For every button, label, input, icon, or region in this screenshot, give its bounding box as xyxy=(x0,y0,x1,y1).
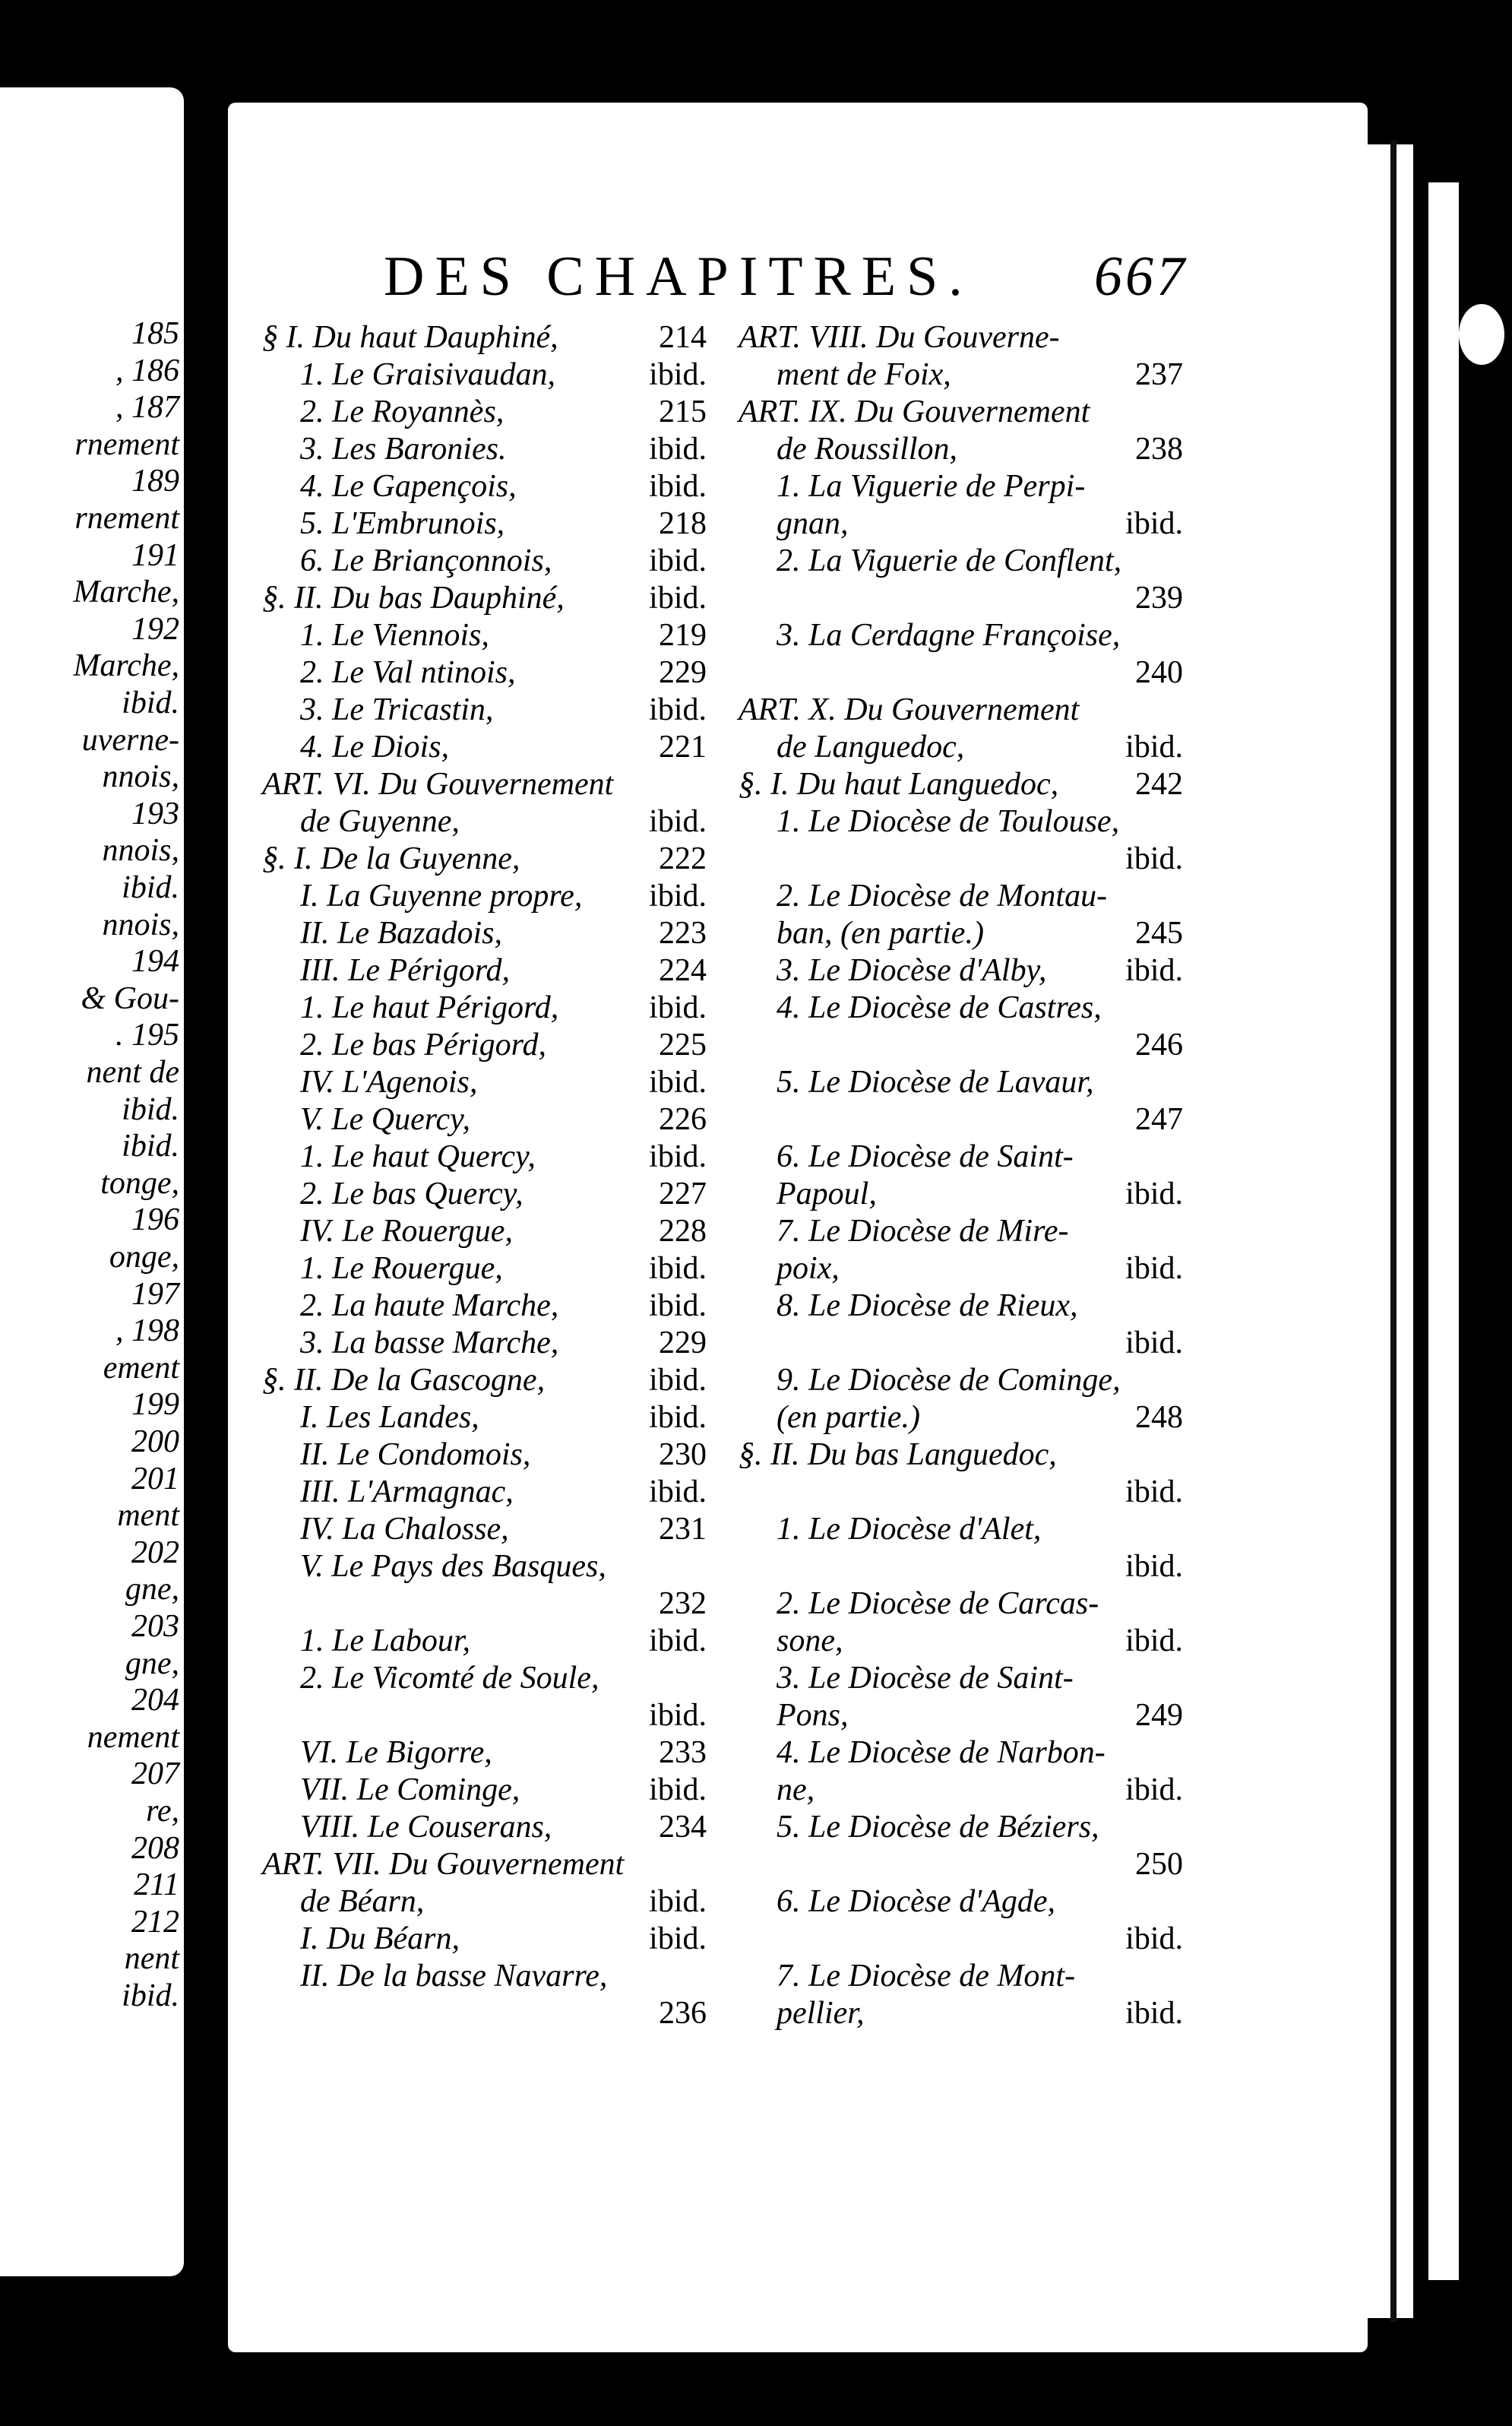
toc-entry xyxy=(739,580,1183,617)
toc-entry-title: VI. Le Bigorre, xyxy=(300,1735,492,1770)
fragment-line: tonge, xyxy=(100,1165,179,1201)
toc-entry-page: 247 xyxy=(1135,1102,1183,1137)
toc-entry-title: I. Les Landes, xyxy=(300,1400,479,1435)
toc-entry xyxy=(739,878,1183,915)
fragment-line: nnois, xyxy=(102,833,179,869)
toc-entry xyxy=(739,1697,1183,1734)
toc-entry-page: ibid. xyxy=(1125,841,1183,876)
fragment-line: 211 xyxy=(134,1867,179,1903)
toc-entry xyxy=(262,841,707,878)
toc-entry-title: Papoul, xyxy=(777,1177,877,1211)
toc-entry-page: 223 xyxy=(659,916,707,951)
toc-entry xyxy=(262,1921,707,1958)
toc-entry-title: ment de Foix, xyxy=(777,357,951,392)
toc-entry-title: 6. Le Diocèse de Saint- xyxy=(777,1139,1074,1174)
toc-entry-title: 7. Le Diocèse de Mont- xyxy=(777,1959,1076,1994)
toc-entry-page: ibid. xyxy=(649,1884,707,1919)
toc-entry-page: ibid. xyxy=(649,357,707,392)
toc-entry-title: §. I. Du haut Languedoc, xyxy=(739,767,1059,802)
toc-entry xyxy=(739,1548,1183,1585)
toc-entry-title: 1. Le Labour, xyxy=(300,1623,471,1658)
fragment-line: 193 xyxy=(131,796,179,831)
toc-entry-title: ART. VII. Du Gouvernement xyxy=(262,1847,625,1882)
toc-entry xyxy=(262,1176,707,1213)
toc-entry-title: 5. L'Embrunois, xyxy=(300,506,505,541)
fragment-line: gne, xyxy=(125,1645,179,1681)
toc-entry xyxy=(262,1883,707,1921)
fragment-line: 202 xyxy=(131,1534,179,1570)
toc-entry xyxy=(739,1660,1183,1697)
toc-entry xyxy=(262,1474,707,1511)
toc-entry xyxy=(739,990,1183,1027)
fragment-line: 194 xyxy=(131,944,179,980)
fragment-line: 204 xyxy=(131,1683,179,1718)
toc-entry-page: ibid. xyxy=(649,432,707,467)
toc-entry-title: ART. IX. Du Gouvernement xyxy=(739,394,1090,429)
fragment-line: nent de xyxy=(86,1055,179,1090)
toc-entry-page: ibid. xyxy=(1125,1623,1183,1658)
toc-entry-title: 9. Le Diocèse de Cominge, xyxy=(777,1363,1121,1398)
toc-entry-page: ibid. xyxy=(649,990,707,1025)
toc-entry-title: V. Le Pays des Basques, xyxy=(300,1549,606,1584)
toc-entry-page: ibid. xyxy=(649,879,707,914)
toc-entry xyxy=(262,431,707,468)
toc-entry xyxy=(262,803,707,841)
fragment-line: , 186 xyxy=(115,353,179,388)
fragment-line: nent xyxy=(124,1941,179,1977)
toc-entry-page: ibid. xyxy=(1125,1921,1183,1956)
toc-entry-title: 2. Le bas Périgord, xyxy=(300,1028,546,1063)
fragment-line: 212 xyxy=(131,1904,179,1940)
toc-entry xyxy=(739,1176,1183,1213)
toc-entry-title: Pons, xyxy=(777,1698,849,1733)
toc-entry-title: 4. Le Gapençois, xyxy=(300,469,517,504)
toc-entry xyxy=(262,1548,707,1585)
toc-entry-title: III. L'Armagnac, xyxy=(300,1474,514,1509)
toc-entry xyxy=(262,766,707,803)
toc-entry-title: 3. Les Baronies. xyxy=(300,432,507,467)
toc-entry-title: 3. Le Diocèse de Saint- xyxy=(777,1661,1074,1696)
toc-entry-page: ibid. xyxy=(649,1400,707,1435)
fragment-line: ibid. xyxy=(122,870,179,905)
toc-entry xyxy=(262,1697,707,1734)
toc-entry-page: ibid. xyxy=(1125,1549,1183,1584)
toc-entry-title: 1. Le Diocèse de Toulouse, xyxy=(777,804,1120,839)
toc-entry-page: ibid. xyxy=(649,692,707,727)
toc-entry-title: pellier, xyxy=(777,1996,865,2031)
toc-entry-title: §. I. De la Guyenne, xyxy=(262,841,520,876)
toc-entry-page: 219 xyxy=(659,618,707,653)
toc-entry-page: ibid. xyxy=(649,1363,707,1398)
toc-entry xyxy=(739,617,1183,654)
toc-entry-page: 229 xyxy=(659,655,707,690)
toc-entry-page: ibid. xyxy=(1125,1996,1183,2031)
toc-entry xyxy=(262,1213,707,1250)
toc-entry-title: IV. Le Rouergue, xyxy=(300,1214,513,1249)
toc-entry xyxy=(739,319,1183,356)
fragment-line: 200 xyxy=(131,1424,179,1459)
toc-entry xyxy=(739,766,1183,803)
toc-entry xyxy=(739,505,1183,543)
toc-entry-page: 218 xyxy=(659,506,707,541)
toc-entry xyxy=(739,468,1183,505)
toc-entry-title: de Guyenne, xyxy=(300,804,460,839)
fragment-line: ibid. xyxy=(122,1978,179,2013)
fragment-line: 191 xyxy=(131,537,179,573)
toc-entry xyxy=(262,1995,707,2032)
toc-entry-title: 1. Le haut Quercy, xyxy=(300,1139,536,1174)
toc-entry-page: 245 xyxy=(1135,916,1183,951)
toc-entry-page: 228 xyxy=(659,1214,707,1249)
toc-entry-title: 3. La Cerdagne Françoise, xyxy=(777,618,1121,653)
toc-entry-page: ibid. xyxy=(1125,1177,1183,1211)
toc-entry xyxy=(739,1772,1183,1809)
toc-entry-page: 236 xyxy=(659,1996,707,2031)
fragment-line: gne, xyxy=(125,1572,179,1607)
fragment-line: nnois, xyxy=(102,759,179,795)
fragment-line: Marche, xyxy=(73,648,179,684)
fragment-line: 199 xyxy=(131,1387,179,1423)
toc-entry-page: 231 xyxy=(659,1512,707,1547)
toc-entry-title: ART. VI. Du Gouvernement xyxy=(262,767,614,802)
margin-mark xyxy=(1459,304,1504,365)
toc-entry-title: III. Le Périgord, xyxy=(300,953,511,988)
running-header: DES CHAPITRES. xyxy=(384,245,973,308)
toc-entry-page: ibid. xyxy=(649,1921,707,1956)
toc-entry-page: ibid. xyxy=(649,1623,707,1658)
fragment-line: nnois, xyxy=(102,907,179,942)
toc-entry-title: § I. Du haut Dauphiné, xyxy=(262,320,558,355)
page-edge-shadow xyxy=(1390,141,1397,2322)
toc-entry-page: 214 xyxy=(659,320,707,355)
toc-entry-title: ART. VIII. Du Gouverne- xyxy=(739,320,1060,355)
toc-entry xyxy=(262,1139,707,1176)
toc-entry xyxy=(262,1250,707,1287)
fragment-line: 197 xyxy=(131,1276,179,1312)
toc-entry xyxy=(262,1436,707,1474)
toc-entry xyxy=(739,1101,1183,1139)
toc-entry-title: 5. Le Diocèse de Lavaur, xyxy=(777,1065,1094,1100)
book-spine-gap xyxy=(184,84,229,2288)
toc-entry-page: 246 xyxy=(1135,1028,1183,1063)
toc-entry xyxy=(262,580,707,617)
toc-entry-page: 250 xyxy=(1135,1847,1183,1882)
toc-entry-page: 240 xyxy=(1135,655,1183,690)
fragment-line: Marche, xyxy=(73,575,179,610)
toc-entry-title: 1. La Viguerie de Perpi- xyxy=(777,469,1086,504)
toc-entry-title: de Béarn, xyxy=(300,1884,425,1919)
toc-entry xyxy=(739,1362,1183,1399)
toc-entry xyxy=(739,1623,1183,1660)
toc-entry xyxy=(262,878,707,915)
toc-entry-page: ibid. xyxy=(649,1698,707,1733)
toc-entry-title: I. La Guyenne propre, xyxy=(300,879,583,914)
toc-entry-title: 2. Le Royannès, xyxy=(300,394,505,429)
toc-entry xyxy=(739,1921,1183,1958)
toc-entry-title: 5. Le Diocèse de Béziers, xyxy=(777,1810,1099,1845)
toc-entry-title: 1. Le Rouergue, xyxy=(300,1251,503,1286)
toc-entry-title: II. Le Condomois, xyxy=(300,1437,531,1472)
toc-entry-title: VIII. Le Couserans, xyxy=(300,1810,552,1845)
toc-entry-title: VII. Le Cominge, xyxy=(300,1772,520,1807)
toc-entry xyxy=(739,1325,1183,1362)
toc-right-column xyxy=(739,319,1183,2032)
fragment-line: ment xyxy=(117,1498,179,1534)
toc-entry-title: de Roussillon, xyxy=(777,432,957,467)
toc-entry-page: ibid. xyxy=(1125,1772,1183,1807)
toc-entry xyxy=(739,1250,1183,1287)
toc-entry-title: §. II. De la Gascogne, xyxy=(262,1363,546,1398)
page-number: 667 xyxy=(1094,245,1188,308)
toc-entry xyxy=(262,1846,707,1883)
toc-entry xyxy=(739,952,1183,990)
toc-entry-title: gnan, xyxy=(777,506,849,541)
fragment-line: rnement xyxy=(74,501,179,536)
toc-entry-page: 225 xyxy=(659,1028,707,1063)
toc-entry xyxy=(739,692,1183,729)
fragment-line: 189 xyxy=(131,464,179,499)
toc-entry-page: ibid. xyxy=(649,1251,707,1286)
toc-entry xyxy=(262,319,707,356)
toc-entry xyxy=(739,841,1183,878)
fragment-line: 208 xyxy=(131,1830,179,1866)
fragment-line: 203 xyxy=(131,1609,179,1644)
toc-entry-title: 1. Le Graisivaudan, xyxy=(300,357,555,392)
toc-entry-page: 229 xyxy=(659,1325,707,1360)
fragment-line: re, xyxy=(146,1794,179,1829)
toc-entry xyxy=(262,1585,707,1623)
toc-entry-title: IV. L'Agenois, xyxy=(300,1065,478,1100)
toc-entry-page: ibid. xyxy=(649,1474,707,1509)
toc-entry xyxy=(739,915,1183,952)
toc-entry xyxy=(739,803,1183,841)
toc-entry-title: 1. Le haut Périgord, xyxy=(300,990,559,1025)
toc-entry-page: ibid. xyxy=(649,1772,707,1807)
toc-entry xyxy=(262,1809,707,1846)
toc-entry-page: 224 xyxy=(659,953,707,988)
toc-entry-page: 232 xyxy=(659,1586,707,1621)
fragment-line: . 195 xyxy=(115,1018,179,1053)
toc-entry xyxy=(739,1287,1183,1325)
toc-entry-page: 234 xyxy=(659,1810,707,1845)
toc-entry-page: 227 xyxy=(659,1177,707,1211)
toc-entry xyxy=(262,990,707,1027)
toc-entry-page: 239 xyxy=(1135,581,1183,616)
toc-entry xyxy=(739,356,1183,394)
toc-entry-title: §. II. Du bas Languedoc, xyxy=(739,1437,1057,1472)
toc-entry-title: 1. Le Viennois, xyxy=(300,618,489,653)
toc-entry-title: 1. Le Diocèse d'Alet, xyxy=(777,1512,1042,1547)
toc-entry xyxy=(262,1660,707,1697)
toc-entry xyxy=(262,1399,707,1436)
toc-entry-title: 2. Le Diocèse de Carcas- xyxy=(777,1586,1099,1621)
toc-entry-title: 4. Le Diocèse de Narbon- xyxy=(777,1735,1106,1770)
toc-entry-title: 2. Le Val ntinois, xyxy=(300,655,516,690)
toc-entry-page: 237 xyxy=(1135,357,1183,392)
toc-entry-page: ibid. xyxy=(649,1288,707,1323)
toc-entry xyxy=(739,1883,1183,1921)
toc-entry xyxy=(739,543,1183,580)
toc-entry xyxy=(739,1436,1183,1474)
fragment-line: uverne- xyxy=(81,722,179,758)
toc-entry xyxy=(262,468,707,505)
fragment-line: 192 xyxy=(131,611,179,647)
toc-entry xyxy=(739,1064,1183,1101)
toc-entry-title: II. Le Bazadois, xyxy=(300,916,502,951)
fragment-line: onge, xyxy=(109,1240,179,1275)
toc-entry-page: ibid. xyxy=(649,1139,707,1174)
toc-entry xyxy=(262,1101,707,1139)
toc-entry xyxy=(262,1958,707,1995)
fragment-line: 207 xyxy=(131,1756,179,1792)
toc-entry-page: 230 xyxy=(659,1437,707,1472)
toc-entry-title: 8. Le Diocèse de Rieux, xyxy=(777,1288,1078,1323)
toc-entry-page: ibid. xyxy=(1125,1474,1183,1509)
toc-entry-page: ibid. xyxy=(649,581,707,616)
toc-entry-title: 6. Le Briançonnois, xyxy=(300,543,552,578)
toc-entry xyxy=(262,1623,707,1660)
toc-entry-page: ibid. xyxy=(649,804,707,839)
toc-entry xyxy=(262,915,707,952)
page-edge-outer xyxy=(1428,182,1459,2280)
toc-entry-page: 222 xyxy=(659,841,707,876)
fragment-line: ement xyxy=(103,1350,179,1386)
toc-entry-page: 226 xyxy=(659,1102,707,1137)
toc-entry-title: §. II. Du bas Dauphiné, xyxy=(262,581,565,616)
toc-entry-title: II. De la basse Navarre, xyxy=(300,1959,608,1994)
toc-entry-page: 238 xyxy=(1135,432,1183,467)
toc-entry xyxy=(262,394,707,431)
toc-entry-page: 233 xyxy=(659,1735,707,1770)
toc-entry-title: sone, xyxy=(777,1623,843,1658)
toc-entry-title: 4. Le Diocèse de Castres, xyxy=(777,990,1102,1025)
fragment-line: nement xyxy=(87,1719,179,1755)
toc-entry-title: de Languedoc, xyxy=(777,730,965,765)
toc-entry xyxy=(739,1474,1183,1511)
toc-entry-page: 221 xyxy=(659,730,707,765)
toc-entry xyxy=(262,617,707,654)
toc-entry xyxy=(739,1399,1183,1436)
toc-entry-title: 2. Le Diocèse de Montau- xyxy=(777,879,1108,914)
toc-entry xyxy=(262,1362,707,1399)
toc-entry-page: 248 xyxy=(1135,1400,1183,1435)
fragment-line: , 187 xyxy=(115,390,179,426)
toc-entry-page: 242 xyxy=(1135,767,1183,802)
fragment-line: 196 xyxy=(131,1202,179,1238)
toc-entry xyxy=(262,692,707,729)
toc-entry-page: ibid. xyxy=(1125,1251,1183,1286)
toc-entry-page: 249 xyxy=(1135,1698,1183,1733)
toc-entry-title: 2. La Viguerie de Conflent, xyxy=(777,543,1122,578)
toc-entry-title: IV. La Chalosse, xyxy=(300,1512,509,1547)
fragment-line: 185 xyxy=(131,316,179,351)
toc-entry-page: ibid. xyxy=(649,1065,707,1100)
toc-entry xyxy=(262,1734,707,1772)
toc-entry-page: ibid. xyxy=(1125,1325,1183,1360)
toc-entry xyxy=(739,1585,1183,1623)
toc-entry-title: ban, (en partie.) xyxy=(777,916,984,951)
toc-entry xyxy=(739,1213,1183,1250)
toc-entry xyxy=(262,1287,707,1325)
toc-entry-title: ne, xyxy=(777,1772,815,1807)
toc-entry xyxy=(262,543,707,580)
toc-entry-title: 6. Le Diocèse d'Agde, xyxy=(777,1884,1056,1919)
toc-entry xyxy=(739,1139,1183,1176)
toc-entry-title: 3. Le Tricastin, xyxy=(300,692,494,727)
toc-entry xyxy=(262,1325,707,1362)
toc-entry-title: poix, xyxy=(777,1251,840,1286)
fragment-line: rnement xyxy=(74,426,179,462)
toc-entry xyxy=(739,1995,1183,2032)
toc-entry xyxy=(262,952,707,990)
toc-entry-title: 2. Le bas Quercy, xyxy=(300,1177,524,1211)
toc-entry-title: 2. La haute Marche, xyxy=(300,1288,559,1323)
toc-entry-title: 4. Le Diois, xyxy=(300,730,450,765)
toc-entry xyxy=(739,431,1183,468)
toc-entry xyxy=(262,654,707,692)
toc-entry-title: I. Du Béarn, xyxy=(300,1921,460,1956)
toc-entry xyxy=(262,1511,707,1548)
toc-entry-title: ART. X. Du Gouvernement xyxy=(739,692,1080,727)
toc-entry xyxy=(262,1772,707,1809)
fragment-line: 201 xyxy=(131,1461,179,1496)
toc-entry xyxy=(739,1809,1183,1846)
toc-entry-page: ibid. xyxy=(1125,506,1183,541)
fragment-line: , 198 xyxy=(115,1313,179,1349)
toc-entry xyxy=(739,1958,1183,1995)
toc-entry xyxy=(262,356,707,394)
toc-entry xyxy=(739,1027,1183,1064)
toc-entry-page: ibid. xyxy=(1125,730,1183,765)
toc-entry xyxy=(739,1734,1183,1772)
fragment-line: ibid. xyxy=(122,1129,179,1164)
toc-entry xyxy=(739,1511,1183,1548)
toc-left-column xyxy=(262,319,707,2032)
previous-page-fragment xyxy=(0,87,184,2276)
fragment-line: & Gou- xyxy=(81,980,179,1016)
toc-entry xyxy=(739,394,1183,431)
toc-entry-page: 215 xyxy=(659,394,707,429)
toc-entry xyxy=(739,1846,1183,1883)
toc-entry-title: 2. Le Vicomté de Soule, xyxy=(300,1661,599,1696)
toc-entry-page: ibid. xyxy=(649,469,707,504)
toc-entry-page: ibid. xyxy=(1125,953,1183,988)
toc-entry-title: 7. Le Diocèse de Mire- xyxy=(777,1214,1069,1249)
fragment-line: ibid. xyxy=(122,686,179,721)
toc-entry xyxy=(262,729,707,766)
toc-entry xyxy=(262,505,707,543)
toc-entry-title: 3. Le Diocèse d'Alby, xyxy=(777,953,1047,988)
toc-entry xyxy=(739,729,1183,766)
toc-entry xyxy=(262,1027,707,1064)
toc-entry xyxy=(262,1064,707,1101)
fragment-line: ibid. xyxy=(122,1091,179,1127)
toc-entry xyxy=(739,654,1183,692)
toc-entry-page: ibid. xyxy=(649,543,707,578)
toc-entry-title: V. Le Quercy, xyxy=(300,1102,470,1137)
toc-entry-title: 3. La basse Marche, xyxy=(300,1325,559,1360)
toc-entry-title: (en partie.) xyxy=(777,1400,920,1435)
